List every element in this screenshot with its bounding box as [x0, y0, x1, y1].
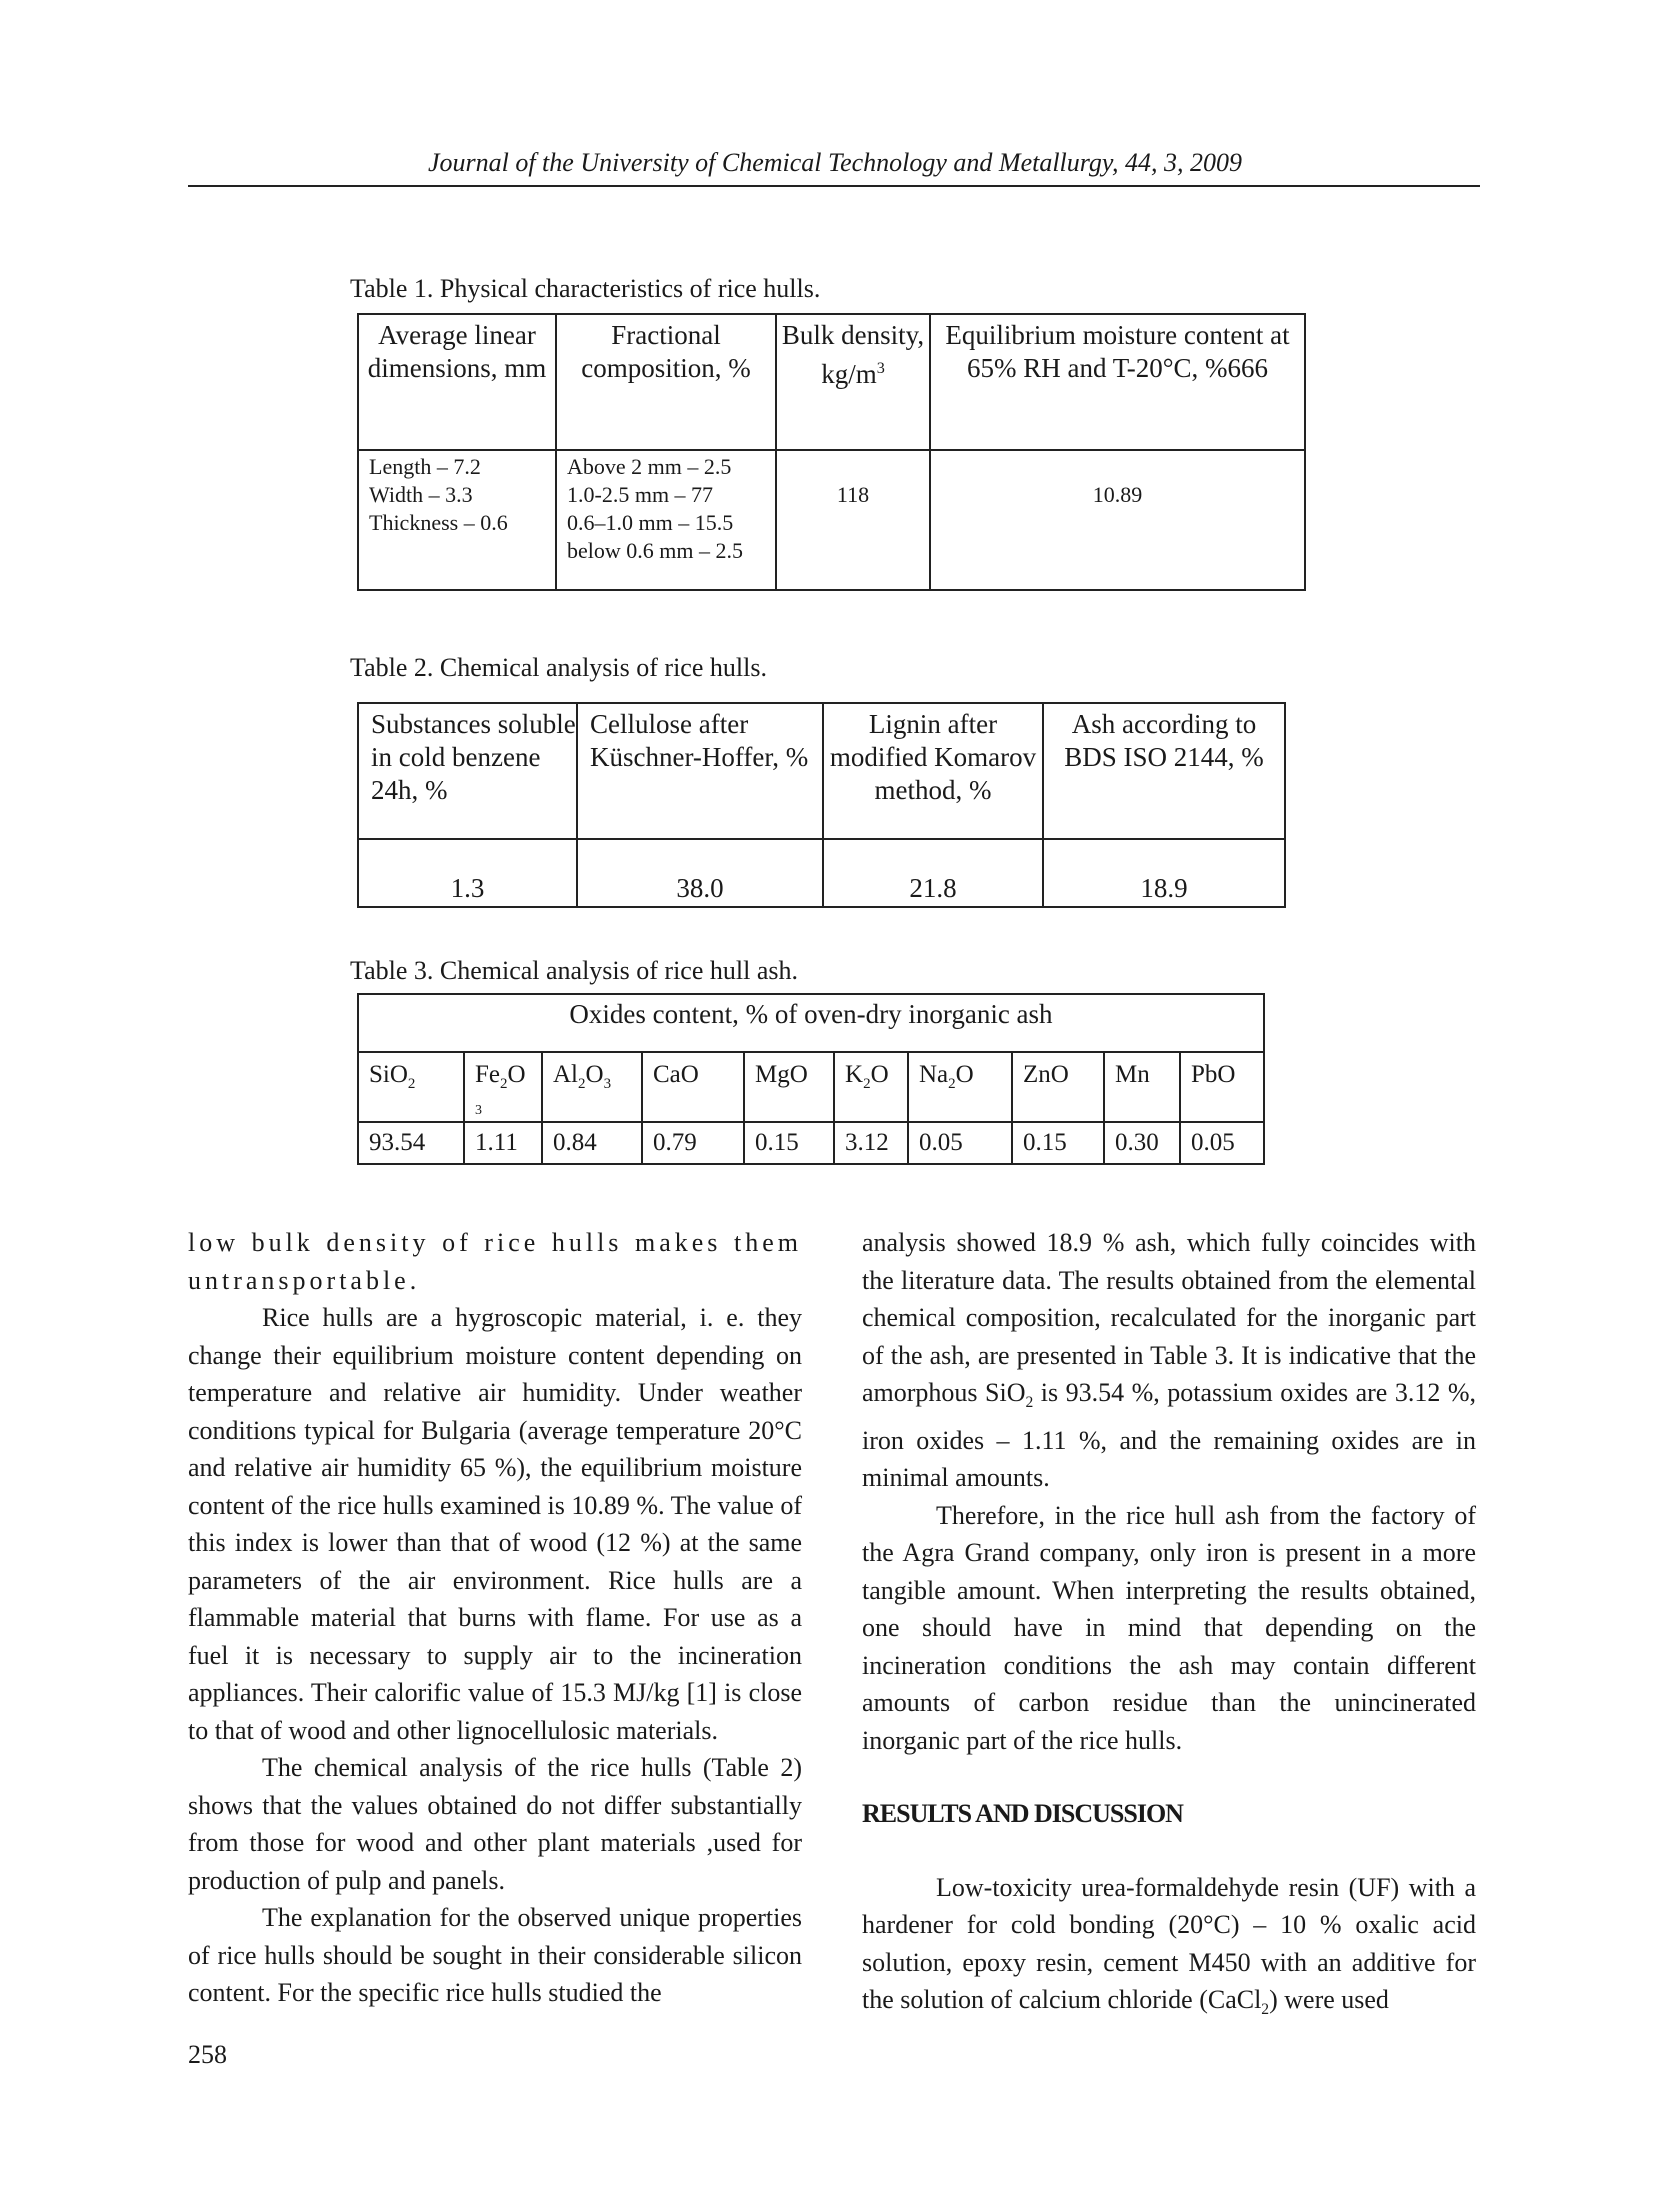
- t3-value-mn: 0.30: [1104, 1122, 1180, 1164]
- t1-moisture-value: 10.89: [930, 450, 1305, 590]
- t3-oxide-zno: ZnO: [1012, 1052, 1104, 1122]
- t1-bulk-value: 118: [776, 450, 930, 590]
- right-paragraph-3: [862, 1869, 1476, 2029]
- t3-value-mgo: 0.15: [744, 1122, 834, 1164]
- t3-value-pbo: 0.05: [1180, 1122, 1264, 1164]
- t3-value-sio2: 93.54: [358, 1122, 464, 1164]
- t1-header-fractional: Fractional composition, %: [556, 314, 776, 450]
- t1-dim-width: Width – 3.3: [369, 482, 473, 507]
- t1-bulk-label: Bulk density, kg/m: [781, 320, 925, 389]
- t2-header-benzene: Substances soluble in cold benzene 24h, %: [358, 703, 577, 839]
- t1-dimensions-cell: [358, 450, 556, 590]
- table2: [357, 702, 1286, 908]
- header-rule: [188, 185, 1480, 187]
- table3: [357, 993, 1265, 1165]
- t3-oxide-fe2o3: $Fe_2O$ 3: [464, 1052, 542, 1122]
- t3-oxide-pbo: PbO: [1180, 1052, 1264, 1122]
- t3-oxide-na2o: $Na_2O$: [908, 1052, 1012, 1122]
- right-p1-sub: 2: [1025, 1394, 1034, 1412]
- table1-caption: Table 1. Physical characteristics of rice hulls.: [350, 274, 821, 303]
- t1-header-bulk-density: [776, 314, 930, 450]
- right-p1-text-b: is 93.54 %, potassium oxides are 3.12 %, iron oxides – 1.11 %, and the remaining oxides are in minimal amounts.: [862, 1378, 1476, 1493]
- right-p3-text-b: ) were used: [1269, 1985, 1389, 2015]
- t3-oxide-sio2: SiO$_2$: [358, 1052, 464, 1122]
- t1-dim-length: Length – 7.2: [369, 454, 481, 479]
- table3-caption: Table 3. Chemical analysis of rice hull ash.: [350, 956, 798, 985]
- right-column: [862, 1224, 1476, 2029]
- t3-span-header: Oxides content, % of oven-dry inorganic ash: [358, 994, 1264, 1052]
- t3-value-al2o3: 0.84: [542, 1122, 642, 1164]
- page-number: 258: [188, 2040, 227, 2069]
- t1-fractions-cell: [556, 450, 776, 590]
- table2-caption: Table 2. Chemical analysis of rice hulls.: [350, 653, 767, 682]
- t3-oxide-mgo: MgO: [744, 1052, 834, 1122]
- t2-value-lignin: 21.8: [823, 839, 1043, 907]
- t2-header-cellulose: Cellulose after Küschner-Hoffer, %: [577, 703, 823, 839]
- t3-oxide-al2o3: $Al_2O_3$: [542, 1052, 642, 1122]
- t3-value-cao: 0.79: [642, 1122, 744, 1164]
- t1-dim-thickness: Thickness – 0.6: [369, 510, 508, 535]
- t1-frac-2: 1.0-2.5 mm – 77: [567, 482, 714, 507]
- section-heading: RESULTS AND DISCUSSION: [862, 1799, 1183, 1829]
- left-paragraph-4: The explanation for the observed unique properties of rice hulls should be sought in their considerable silicon content. For the specific rice hulls studied the: [188, 1903, 802, 2007]
- left-paragraph-2: Rice hulls are a hygroscopic material, i. e. they change their equilibrium moisture content depending on temperature and relative air humidity. Under weather conditions typical for Bulgaria (average temperature 20°C and relative air humidity 65 %), the equilibrium moisture content of the rice hulls examined is 10.89 %. The value of this index is lower than that of wood (12 %) at the same parameters of the air environment. Rice hulls are a flammable material that burns with flame. For use as a fuel it is necessary to supply air to the incineration appliances. Their calorific value of 15.3 MJ/kg [1] is close to that of wood and other lignocellulosic materials.: [188, 1303, 802, 1745]
- t1-frac-1: Above 2 mm – 2.5: [567, 454, 732, 479]
- right-p1-text-a: analysis showed 18.9 % ash, which fully coincides with the literature data. The results obtained from the elemental chemical composition, recalculated for the inorganic part of the ash, are presented in Table 3. It is indicative that the amorphous SiO: [862, 1228, 1476, 1407]
- table1: [357, 313, 1306, 591]
- t1-frac-3: 0.6–1.0 mm – 15.5: [567, 510, 734, 535]
- t3-oxide-mn: Mn: [1104, 1052, 1180, 1122]
- t3-value-zno: 0.15: [1012, 1122, 1104, 1164]
- t2-value-benzene: 1.3: [358, 839, 577, 907]
- right-p3-text-a: Low-toxicity urea-formaldehyde resin (UF) with a hardener for cold bonding (20°C) – 10 % oxalic acid solution, epoxy resin, cement M450 with an additive for the solution of calcium chloride (CaCl: [862, 1872, 1476, 2015]
- left-column: [188, 1224, 802, 2012]
- t3-oxide-cao: CaO: [642, 1052, 744, 1122]
- journal-header: Journal of the University of Chemical Technology and Metallurgy, 44, 3, 2009: [427, 148, 1243, 177]
- t3-value-fe2o3: 1.11: [464, 1122, 542, 1164]
- right-p3-sub: 2: [1261, 2001, 1270, 2019]
- right-paragraph-1: [862, 1224, 1476, 1497]
- t2-value-ash: 18.9: [1043, 839, 1285, 907]
- t2-value-cellulose: 38.0: [577, 839, 823, 907]
- right-paragraph-2: Therefore, in the rice hull ash from the factory of the Agra Grand company, only iron is present in a more tangible amount. When interpreting the results obtained, one should have in mind that depending on the incineration conditions the ash may contain different amounts of carbon residue than the unincinerated inorganic part of the rice hulls.: [862, 1500, 1476, 1755]
- left-paragraph-3: The chemical analysis of the rice hulls (Table 2) shows that the values obtained do not differ substantially from those for wood and other plant materials ,used for production of pulp and panels.: [188, 1753, 802, 1895]
- t2-header-ash: Ash according to BDS ISO 2144, %: [1043, 703, 1285, 839]
- t3-oxide-k2o: $K_2O$: [834, 1052, 908, 1122]
- t3-value-na2o: 0.05: [908, 1122, 1012, 1164]
- t1-bulk-sup: 3: [876, 359, 885, 377]
- t3-value-k2o: 3.12: [834, 1122, 908, 1164]
- t1-header-moisture: Equilibrium moisture content at 65% RH and T-20°C, %666: [930, 314, 1305, 450]
- left-paragraph-1: low bulk density of rice hulls makes them untransportable.: [188, 1228, 802, 1295]
- t1-header-dimensions: Average linear dimensions, mm: [358, 314, 556, 450]
- t2-header-lignin: Lignin after modified Komarov method, %: [823, 703, 1043, 839]
- t1-frac-4: below 0.6 mm – 2.5: [567, 538, 743, 563]
